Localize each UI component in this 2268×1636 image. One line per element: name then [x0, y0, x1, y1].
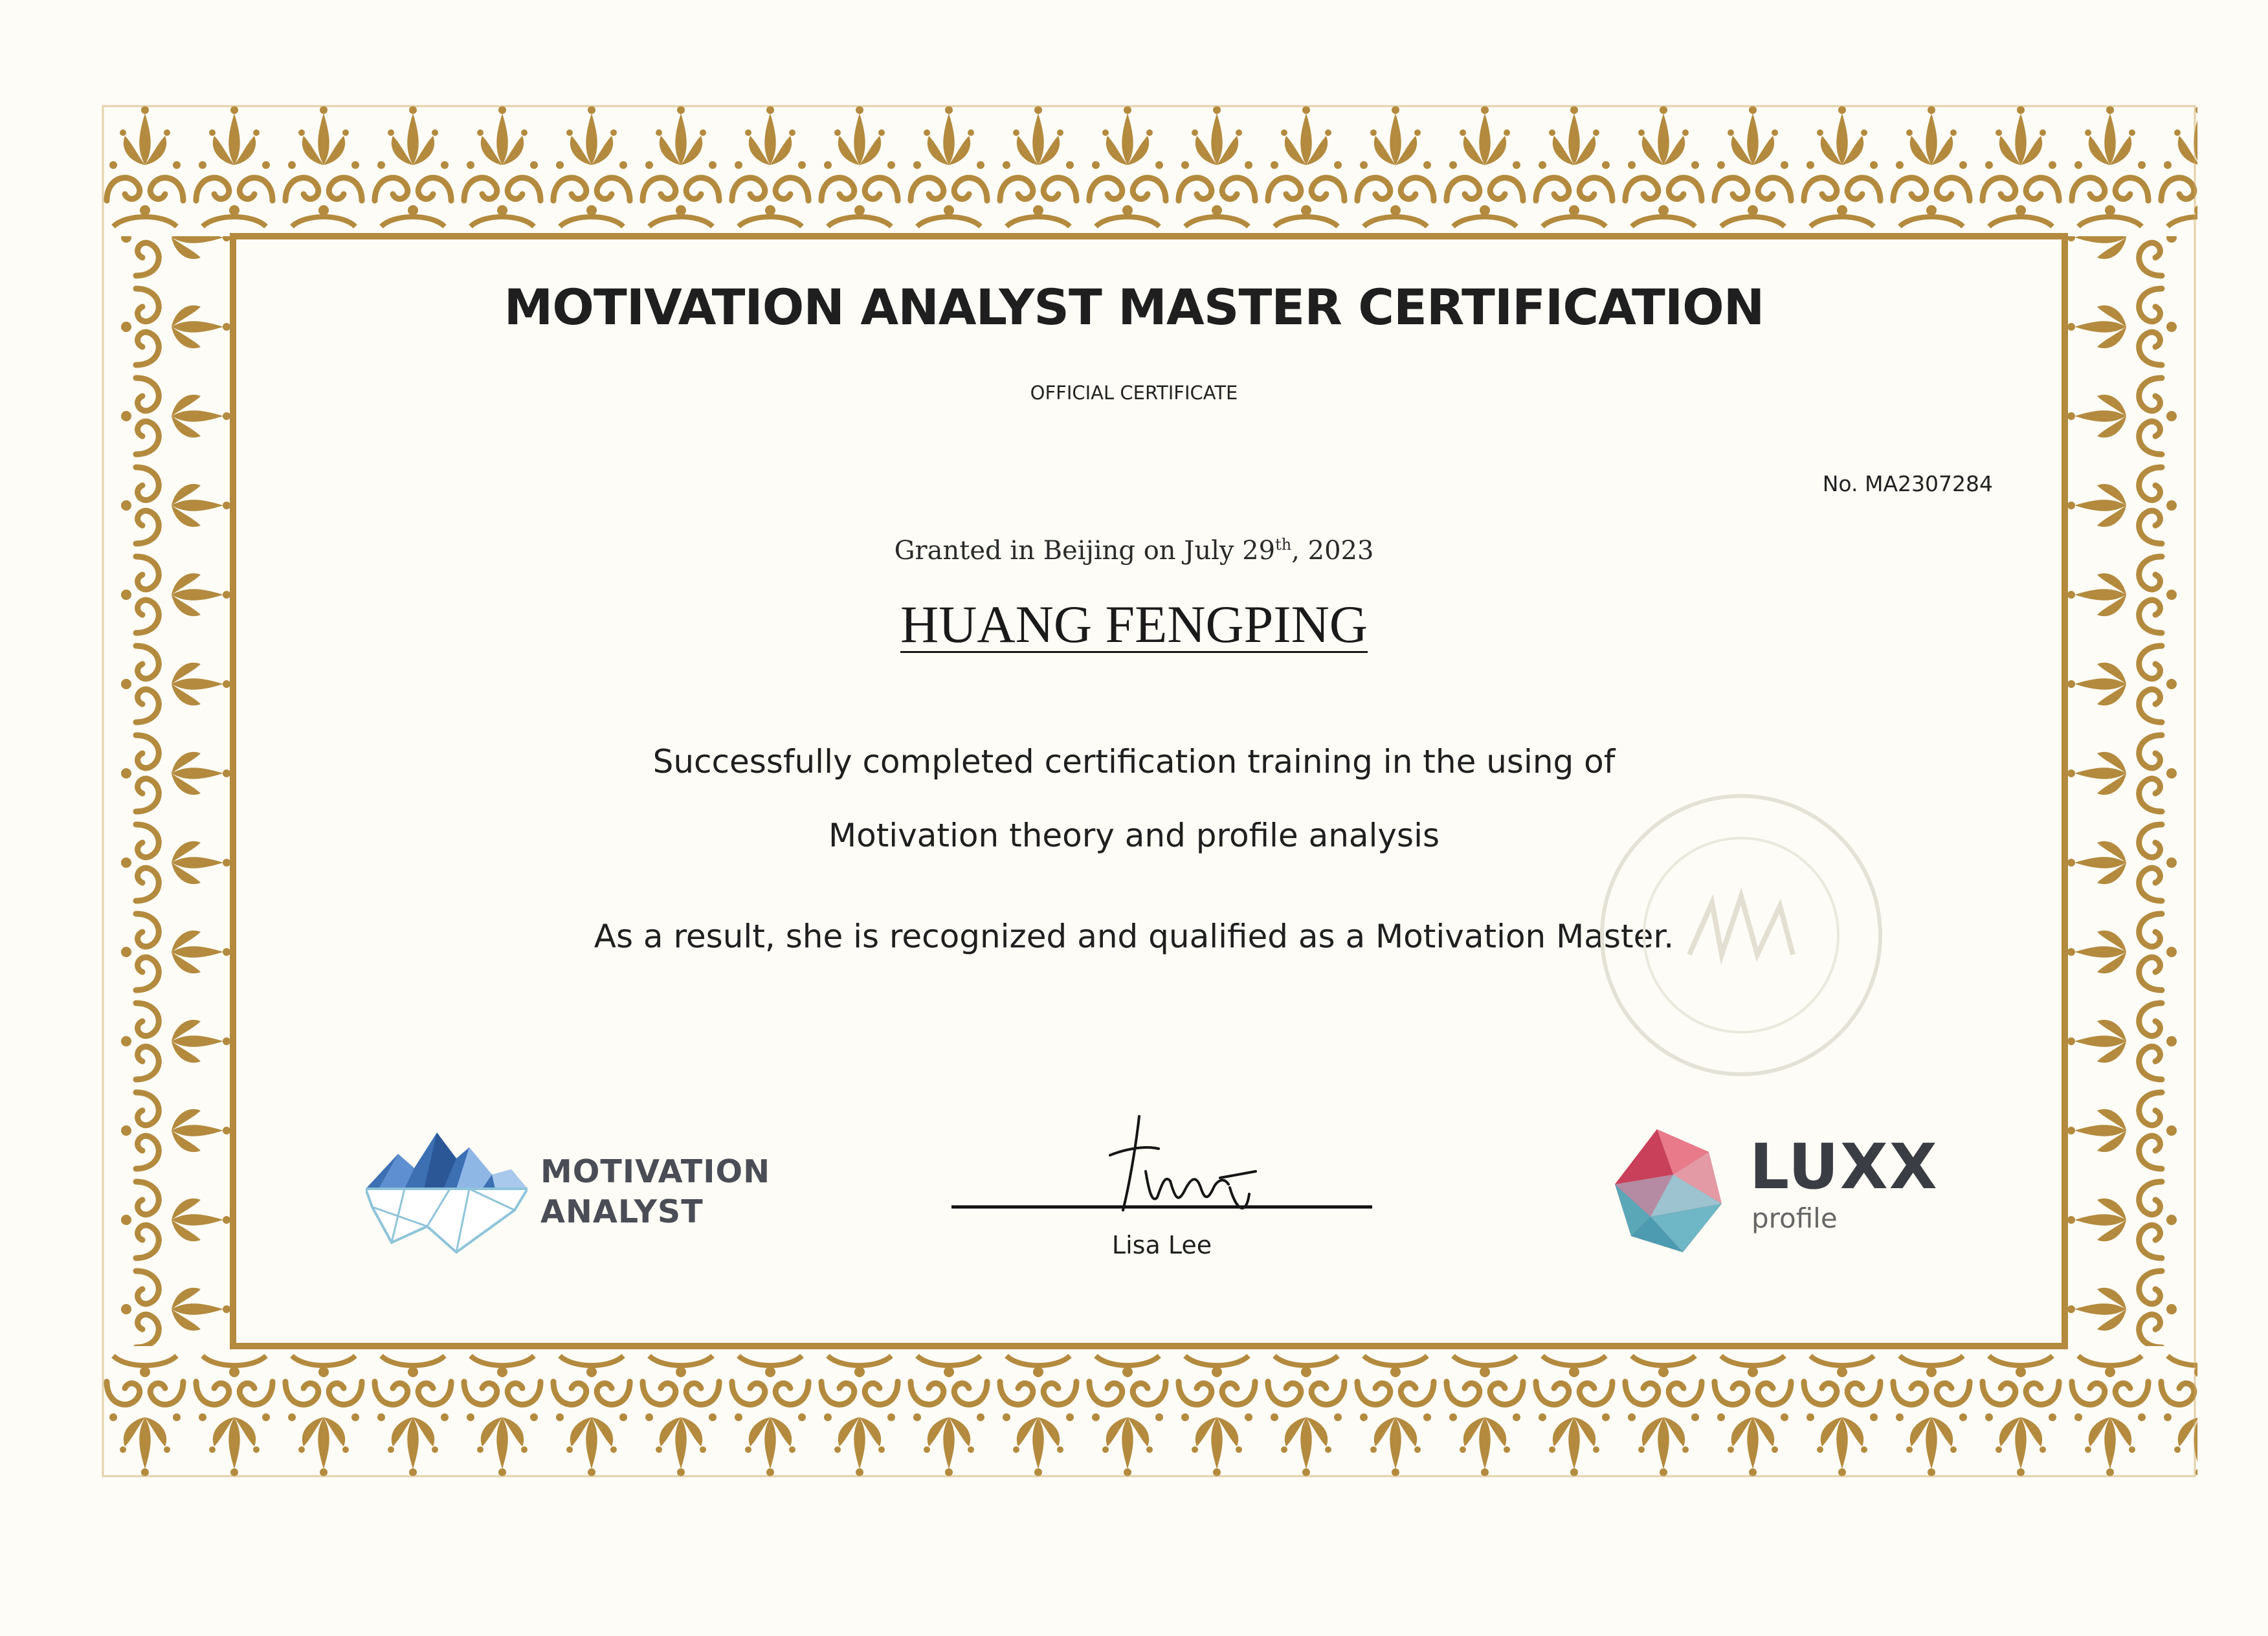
gem-icon	[1612, 1126, 1728, 1255]
granted-ordinal: th	[1275, 535, 1292, 554]
logo-line-2: ANALYST	[540, 1193, 704, 1230]
granted-year: , 2023	[1291, 536, 1374, 566]
logo-line-1: MOTIVATION	[540, 1153, 771, 1190]
handwritten-signature	[951, 1113, 1372, 1230]
signer-name: Lisa Lee	[1111, 1231, 1212, 1259]
luxx-logo-subtitle: profile	[1751, 1202, 1838, 1234]
signature-block	[951, 1113, 1372, 1268]
embossed-seal-icon	[1592, 786, 1890, 1084]
body-text-line-3: As a result, she is recognized and qualified as a Motivation Master.	[594, 918, 1674, 955]
certificate-number: No. MA2307284	[1822, 471, 1993, 496]
certificate-title: MOTIVATION ANALYST MASTER CERTIFICATION	[504, 278, 1764, 336]
granted-line	[0, 536, 2268, 566]
body-text-line-1: Successfully completed certification training in the using of	[652, 743, 1616, 780]
certificate-subtitle: OFFICIAL CERTIFICATE	[1030, 382, 1238, 404]
luxx-logo-title: LUXX	[1750, 1131, 1939, 1203]
recipient-name: HUANG FENGPING	[900, 595, 1368, 654]
body-text-line-2: Motivation theory and profile analysis	[828, 817, 1440, 854]
mountain-iceberg-icon	[366, 1129, 528, 1255]
recipient-name-line	[0, 594, 2268, 655]
motivation-analyst-logo-text	[540, 1152, 770, 1232]
granted-prefix: Granted in Beijing on July 29	[894, 536, 1276, 566]
